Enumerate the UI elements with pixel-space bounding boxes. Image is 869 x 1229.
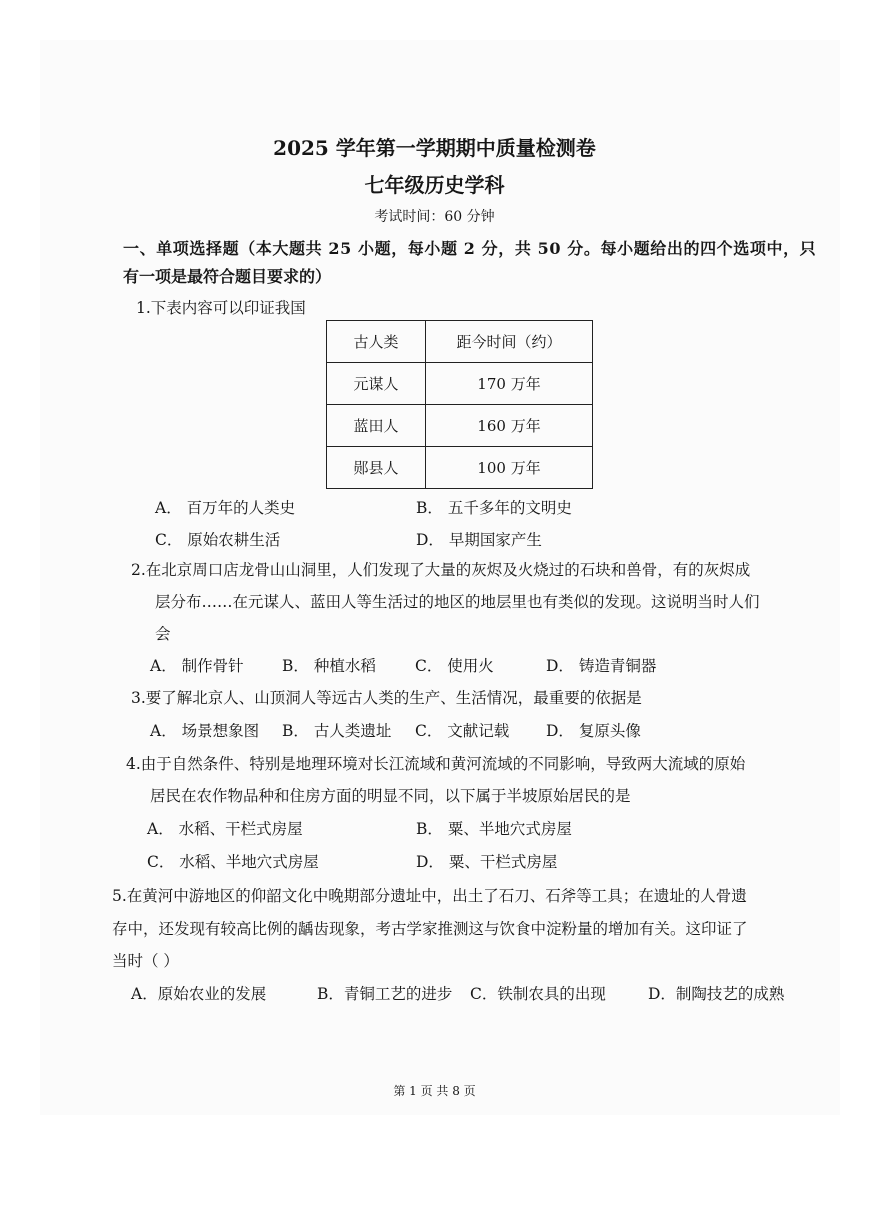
q5-option-b: B．青铜工艺的进步	[317, 985, 453, 1003]
q3-stem: 3.要了解北京人、山顶洞人等远古人类的生产、生活情况，最重要的依据是	[131, 689, 642, 707]
table-row	[327, 447, 593, 489]
q2-stem-line1: 2.在北京周口店龙骨山山洞里，人们发现了大量的灰烬及火烧过的石块和兽骨，有的灰烬成	[131, 561, 751, 579]
subject-title: 七年级历史学科	[364, 173, 505, 197]
table-cell: 100 万年	[426, 447, 593, 489]
q2-option-d: D． 铸造青铜器	[546, 657, 657, 675]
q1-table	[326, 320, 593, 489]
table-cell: 170 万年	[426, 363, 593, 405]
table-cell: 郧县人	[327, 447, 426, 489]
table-header-cell: 距今时间（约）	[426, 321, 593, 363]
q2-option-c: C． 使用火	[415, 657, 494, 675]
q2-stem-line2: 层分布……在元谋人、蓝田人等生活过的地区的地层里也有类似的发现。这说明当时人们	[155, 593, 760, 611]
exam-title: 2025 学年第一学期期中质量检测卷	[273, 136, 596, 160]
q4-option-b: B． 粟、半地穴式房屋	[416, 820, 572, 838]
q1-option-a: A． 百万年的人类史	[155, 499, 296, 517]
q2-option-a: A． 制作骨针	[150, 657, 244, 675]
q3-option-b: B． 古人类遗址	[282, 722, 392, 740]
section-heading-line1: 一、单项选择题（本大题共 25 小题，每小题 2 分，共 50 分。每小题给出的四个选项中，只	[123, 239, 817, 258]
table-row	[327, 363, 593, 405]
table-header-row	[327, 321, 593, 363]
q3-option-d: D． 复原头像	[546, 722, 641, 740]
table-header-cell: 古人类	[327, 321, 426, 363]
section-heading-line2: 有一项是最符合题目要求的）	[123, 267, 332, 286]
q2-option-b: B． 种植水稻	[282, 657, 376, 675]
table-cell: 蓝田人	[327, 405, 426, 447]
q5-stem-line1: 5.在黄河中游地区的仰韶文化中晚期部分遗址中，出土了石刀、石斧等工具；在遗址的人骨遗	[112, 887, 747, 905]
q4-stem-line1: 4.由于自然条件、特别是地理环境对长江流域和黄河流域的不同影响，导致两大流域的原始	[126, 755, 746, 773]
q1-stem: 1.下表内容可以印证我国	[136, 299, 306, 317]
q5-option-d: D．制陶技艺的成熟	[648, 985, 785, 1003]
q4-stem-line2: 居民在农作物品种和住房方面的明显不同，以下属于半坡原始居民的是	[150, 787, 631, 805]
q5-stem-line3: 当时（ ）	[112, 952, 179, 970]
q2-stem-line3: 会	[155, 625, 171, 643]
table-cell: 160 万年	[426, 405, 593, 447]
q5-option-c: C．铁制农具的出现	[470, 985, 606, 1003]
q5-stem-line2: 存中，还发现有较高比例的龋齿现象，考古学家推测这与饮食中淀粉量的增加有关。这印证了	[112, 920, 748, 938]
q3-option-c: C． 文献记载	[415, 722, 510, 740]
q4-option-c: C． 水稻、半地穴式房屋	[147, 853, 319, 871]
table-cell: 元谋人	[327, 363, 426, 405]
q5-option-a: A．原始农业的发展	[131, 985, 267, 1003]
q1-option-b: B． 五千多年的文明史	[416, 499, 572, 517]
q1-option-c: C． 原始农耕生活	[155, 531, 281, 549]
page-number: 第 1 页 共 8 页	[393, 1084, 476, 1098]
q1-option-d: D． 早期国家产生	[416, 531, 542, 549]
q4-option-d: D． 粟、干栏式房屋	[416, 853, 558, 871]
exam-time: 考试时间：60 分钟	[374, 209, 495, 225]
q4-option-a: A． 水稻、干栏式房屋	[147, 820, 303, 838]
table-row	[327, 405, 593, 447]
q3-option-a: A． 场景想象图	[150, 722, 260, 740]
